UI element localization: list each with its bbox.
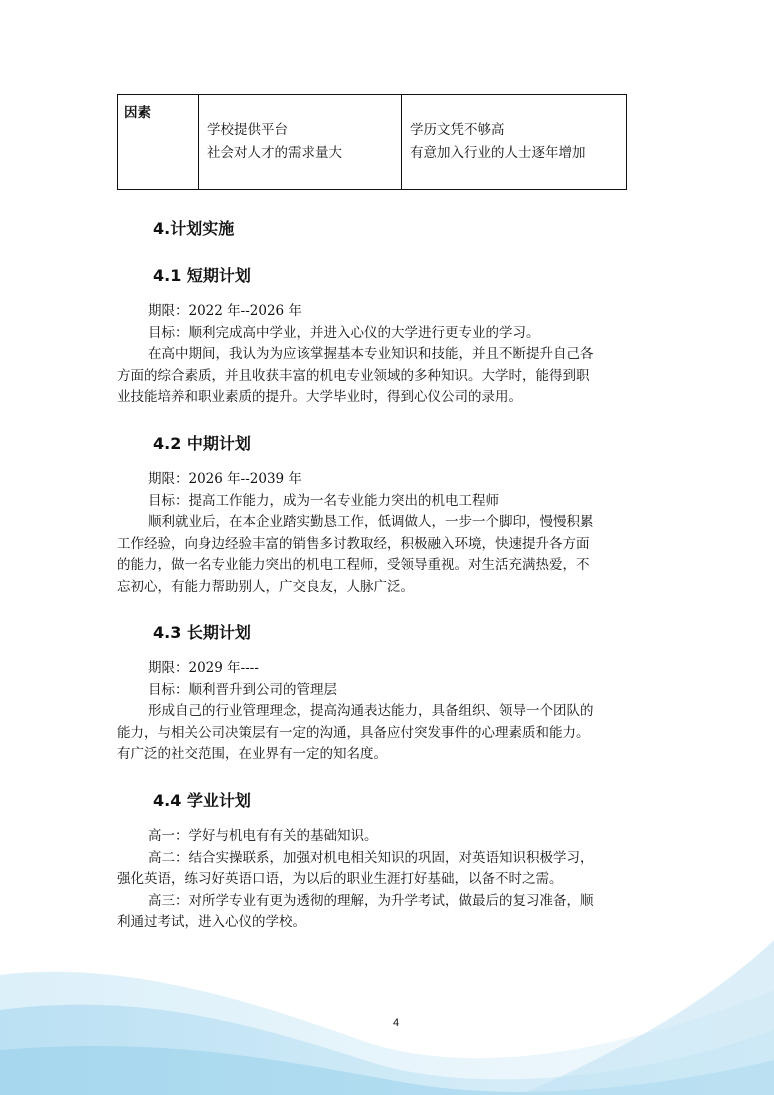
paragraph-line: 业技能培养和职业素质的提升。大学毕业时，得到心仪公司的录用。 bbox=[117, 389, 522, 405]
paragraph-line: 高二：结合实操联系，加强对机电相关知识的巩固，对英语知识积极学习， bbox=[148, 849, 594, 866]
section-4-heading: 4.计划实施 bbox=[153, 219, 235, 238]
paragraph-line: 在高中期间，我认为为应该掌握基本专业知识和技能，并且不断提升自己各 bbox=[148, 346, 594, 362]
threat-line: 有意加入行业的人士逐年增加 bbox=[410, 145, 586, 161]
factor-label-cell bbox=[118, 95, 199, 190]
paragraph-line: 形成自己的行业管理理念，提高沟通表达能力，具备组织、领导一个团队的 bbox=[148, 703, 594, 719]
paragraph-line: 高三：对所学专业有更为透彻的理解，为升学考试，做最后的复习准备，顺 bbox=[148, 892, 594, 909]
factor-table bbox=[117, 94, 627, 190]
paragraph-line: 工作经验，向身边经验丰富的销售多讨教取经，积极融入环境，快速提升各方面 bbox=[117, 535, 590, 552]
section-4-4-heading: 4.4 学业计划 bbox=[153, 791, 251, 810]
paragraph-line: 高一：学好与机电有有关的基础知识。 bbox=[148, 828, 378, 844]
paragraph-line: 利通过考试，进入心仪的学校。 bbox=[117, 914, 306, 930]
opportunity-line: 社会对人才的需求量大 bbox=[207, 145, 342, 161]
goal-line: 目标：顺利晋升到公司的管理层 bbox=[148, 681, 337, 698]
section-4-3-heading: 4.3 长期计划 bbox=[153, 623, 251, 642]
page-number: 4 bbox=[393, 1017, 400, 1029]
section-4-1-body bbox=[117, 301, 660, 409]
section-4-2-body bbox=[117, 469, 660, 598]
threat-cell bbox=[402, 95, 627, 190]
goal-line: 目标：顺利完成高中学业，并进入心仪的大学进行更专业的学习。 bbox=[148, 324, 540, 341]
paragraph-line: 有广泛的社交范围，在业界有一定的知名度。 bbox=[117, 746, 387, 762]
paragraph-line: 的能力，做一名专业能力突出的机电工程师，受领导重视。对生活充满热爱，不 bbox=[117, 557, 590, 573]
opportunity-line: 学校提供平台 bbox=[207, 122, 288, 138]
section-4-3-body bbox=[117, 658, 660, 766]
section-4-1-heading: 4.1 短期计划 bbox=[153, 266, 251, 285]
paragraph-line: 顺利就业后，在本企业踏实勤恳工作，低调做人，一步一个脚印，慢慢积累 bbox=[148, 514, 594, 530]
factor-label: 因素 bbox=[124, 105, 151, 121]
section-4-4-body bbox=[117, 826, 660, 934]
period-line: 期限：2022 年--2026 年 bbox=[148, 303, 302, 319]
period-line: 期限：2029 年---- bbox=[148, 660, 259, 676]
threat-line: 学历文凭不够高 bbox=[410, 122, 505, 138]
section-4-2-heading: 4.2 中期计划 bbox=[153, 434, 251, 453]
paragraph-line: 方面的综合素质，并且收获丰富的机电专业领域的多种知识。大学时，能得到职 bbox=[117, 367, 590, 384]
period-line: 期限：2026 年--2039 年 bbox=[148, 471, 302, 487]
paragraph-line: 能力，与相关公司决策层有一定的沟通，具备应付突发事件的心理素质和能力。 bbox=[117, 724, 590, 741]
paragraph-line: 忘初心，有能力帮助别人，广交良友，人脉广泛。 bbox=[117, 578, 414, 595]
goal-line: 目标：提高工作能力，成为一名专业能力突出的机电工程师 bbox=[148, 492, 499, 509]
opportunity-cell bbox=[199, 95, 402, 190]
paragraph-line: 强化英语，练习好英语口语，为以后的职业生涯打好基础，以备不时之需。 bbox=[117, 871, 563, 887]
